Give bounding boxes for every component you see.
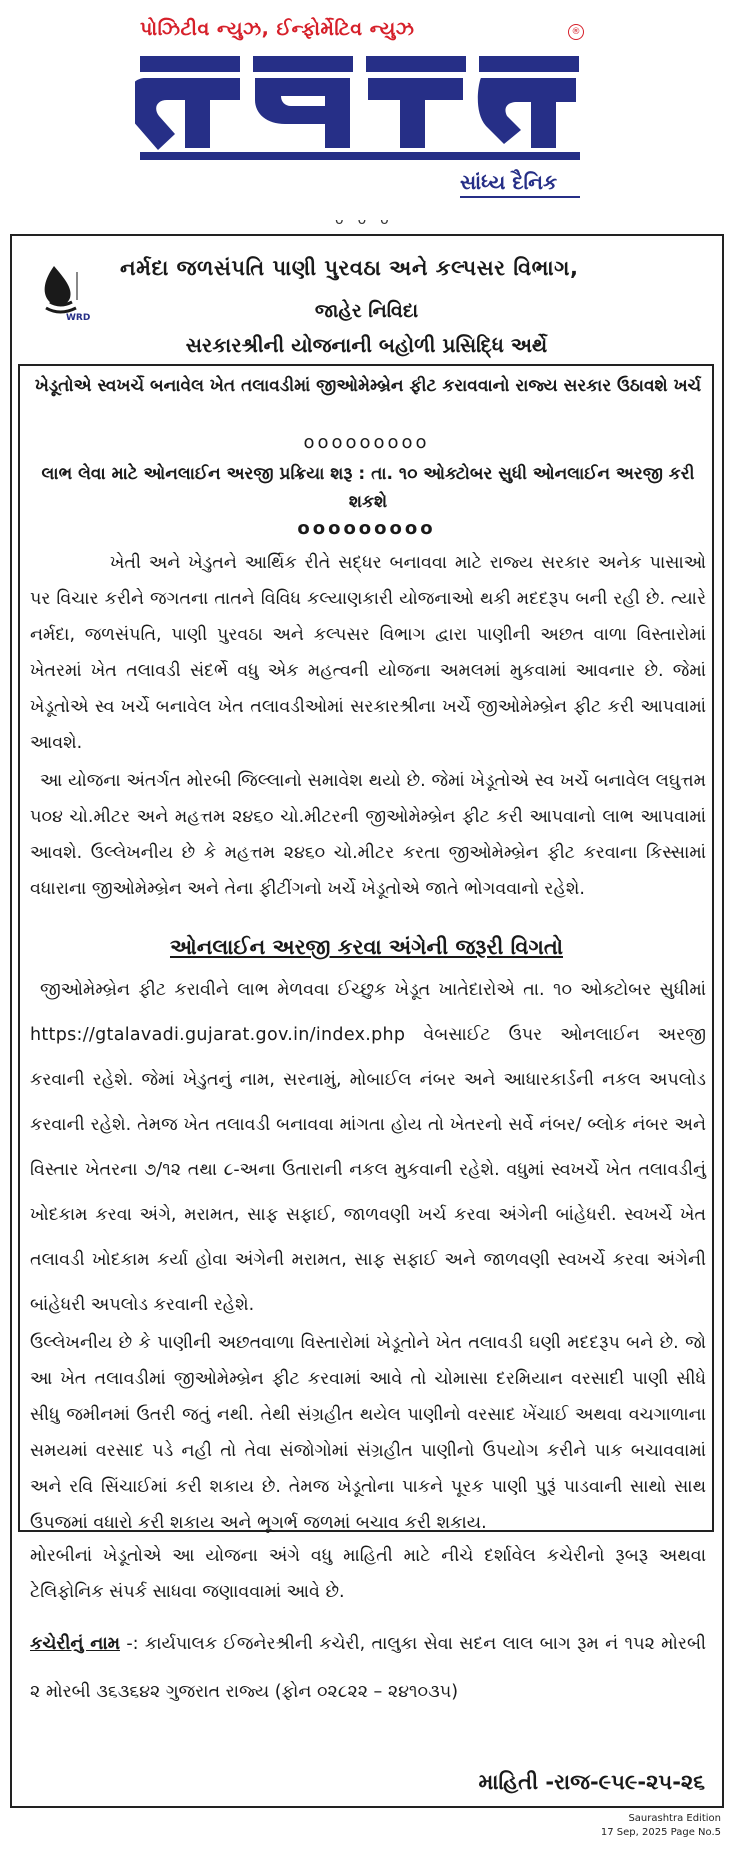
wrd-logo-text: WRD [66,313,91,323]
contact-note: મોરબીનાં ખેડૂતોએ આ યોજના અંગે વધુ માહિતી માટે નીચે દર્શાવેલ કચેરીનો રૂબરૂ અથવા ટેલિફોનિક સંપર્ક સાધવા જણાવવામાં આવે છે. [30,1546,706,1602]
abtak-logo [135,48,585,178]
edition-date-page: 17 Sep, 2025 Page No.5 [600,1827,721,1838]
office-details [30,1620,706,1716]
edition-name: Saurashtra Edition [628,1813,721,1824]
edition-info [601,1812,721,1840]
department-title: નર્મદા જળસંપતિ પાણી પુરવઠા અને કલ્પસર વિભાગ, [120,256,579,280]
masthead [0,0,733,230]
office-address: -: કાર્યપાલક ઈજનેરશ્રીની કચેરી, તાલુકા સેવા સદન લાલ બાગ રૂમ નં ૧૫૨ મોરબી ૨ મોરબી ૩૬૩૬૪૨ ગુજરાત રાજ્ય (ફોન ૦૨૮૨૨ – ૨૪૧૦૩૫) [30,1634,707,1702]
headline: ખેડૂતોએ સ્વખર્ચે બનાવેલ ખેત તલાવડીમાં જીઓમેમ્બ્રેન ફીટ કરાવવાનો રાજ્ય સરકાર ઉઠાવશે ખર્ચ [34,376,702,396]
body-paragraph-2: આ યોજના અંતર્ગત મોરબી જિલ્લાનો સમાવેશ થયો છે. જેમાં ખેડૂતોએ સ્વ ખર્ચે બનાવેલ લઘુત્તમ ૫૦૪ ચો.મીટર અને મહત્તમ ૨૪૬૦ ચો.મીટરની જીઓમેમ્બ્રેન ફીટ કરી આપવાનો લાભ આપવામાં આવશે. ઉલ્લેખનીય છે કે મહત્તમ ૨૪૬૦ ચો.મીટર કરતા જીઓમેમ્બ્રેન ફીટ કરવાના કિસ્સામાં વધારાના જીઓમેમ્બ્રેન અને તેના ફીટીંગનો ખર્ચે ખેડૂતોએ જાતે ભોગવવાનો રહેશે. [30,771,706,899]
edition-type-underline [460,196,580,198]
edition-type: સાંધ્ય દૈનિક [460,170,558,194]
office-label: કચેરીનું નામ [30,1634,120,1654]
info-code: માહિતી -રાજ-૯૫૯-૨૫-૨૬ [478,1770,705,1794]
notice-type: જાહેર નિવિદા [314,300,419,322]
body-paragraph-1: ખેતી અને ખેડુતને આર્થિક રીતે સદ્ધર બનાવવા માટે રાજ્ય સરકાર અનેક પાસાઓ પર વિચાર કરીને જગતના તાતને વિવિધ કલ્યાણકારી યોજનાઓ થકી મદદરૂપ બની રહી છે. ત્યારે નર્મદા, જળસંપતિ, પાણી પુરવઠા અને કલ્પસર વિભાગ દ્વારા પાણીની અછત વાળા વિસ્તારોમાં ખેતરમાં ખેત તલાવડી સંદર્ભે વધુ એક મહત્વની યોજના અમલમાં મુકવામાં આવનાર છે. જેમાં ખેડૂતોએ સ્વ ખર્ચે બનાવેલ ખેત તલાવડીઓમાં સરકારશ્રીના ખર્ચે જીઓમેમ્બ્રેન ફીટ કરી આપવામાં આવશે. [30,553,706,753]
section-heading: ઓનલાઈન અરજી કરવા અંગેની જરૂરી વિગતો [170,935,563,959]
registered-mark: ® [568,24,584,40]
paragraph-3-text: જીઓમેમ્બ્રેન ફીટ કરાવીને લાભ મેળવવા ઈચ્છુક ખેડૂત ખાતેદારોએ તા. ૧૦ ઓક્ટોબર સુધીમાં [40,980,706,1000]
publicity-heading: સરકારશ્રીની યોજનાની બહોળી પ્રસિદ્ધિ અર્થે [185,333,548,357]
masthead-tagline: પોઝિટીવ ન્યુઝ, ઈન્ફોર્મેટિવ ન્યુઝ [140,18,415,40]
body-paragraph-4: ઉલ્લેખનીય છે કે પાણીની અછતવાળા વિસ્તારોમાં ખેડૂતોને ખેત તલાવડી ઘણી મદદરૂપ બને છે. જો આ ખેત તલાવડીમાં જીઓમેમ્બ્રેન ફીટ કરવામાં આવે તો ચોમાસા દરમિયાન વરસાદી પાણી સીધે સીધુ જમીનમાં ઉતરી જતું નથી. તેથી સંગ્રહીત થયેલ પાણીનો વરસાદ ખેંચાઈ અથવા વચગાળાના સમયમાં વરસાદ પડે નહી તો તેવા સંજોગોમાં સંગ્રહીત પાણીનો ઉપયોગ કરીને પાક બચાવવામાં અને રવિ સિંચાઈમાં કરી શકાય છે. તેમજ ખેડૂતોના પાકને પૂરક પાણી પુરૂં પાડવાની સાથો સાથ ઉપજમાં વધારો કરી શકાય અને ભૂગર્ભ જળમાં બચાવ કરી શકાય. [30,1333,706,1533]
paragraph-3-text: વેબસાઈટ ઉપર ઓનલાઈન અરજી કરવાની રહેશે. જેમાં ખેડુતનું નામ, સરનામું, મોબાઈલ નંબર અને આધારકાર્ડની નકલ અપલોડ કરવાની રહેશે. તેમજ ખેત તલાવડી બનાવવા માંગતા હોય તો ખેતરનો સર્વે નંબર/ બ્લોક નંબર અને વિસ્તાર ખેતરના ૭/૧૨ તથા ૮-અના ઉતારાની નકલ મુકવાની રહેશે. વધુમાં સ્વખર્ચે ખેત તલાવડીનું ખોદકામ કરવા અંગે, મરામત, સાફ સફાઈ, જાળવણી ખર્ચ કરવા અંગેની બાંહેધરી. સ્વખર્ચે ખેત તલાવડી ખોદકામ કર્યા હોવા અંગેની મરામત, સાફ સફાઈ અને જાળવણી સ્વખર્ચે કરવા અંગેની બાંહેધરી અપલોડ કરવાની રહેશે. [30,1025,706,1315]
body-paragraph-3 [30,968,706,1328]
separator: ooooooooo [297,518,436,539]
separator: ooooooooo [303,432,430,453]
masthead-dots: ᴗᴗᴗ [335,212,403,228]
subheadline: લાભ લેવા માટે ઓનલાઈન અરજી પ્રક્રિયા શરૂ : તા. ૧૦ ઓક્ટોબર સુધી ઓનલાઈન અરજી કરી શકશે [41,464,695,512]
website-url[interactable]: https://gtalavadi.gujarat.gov.in/index.php [30,1025,406,1045]
